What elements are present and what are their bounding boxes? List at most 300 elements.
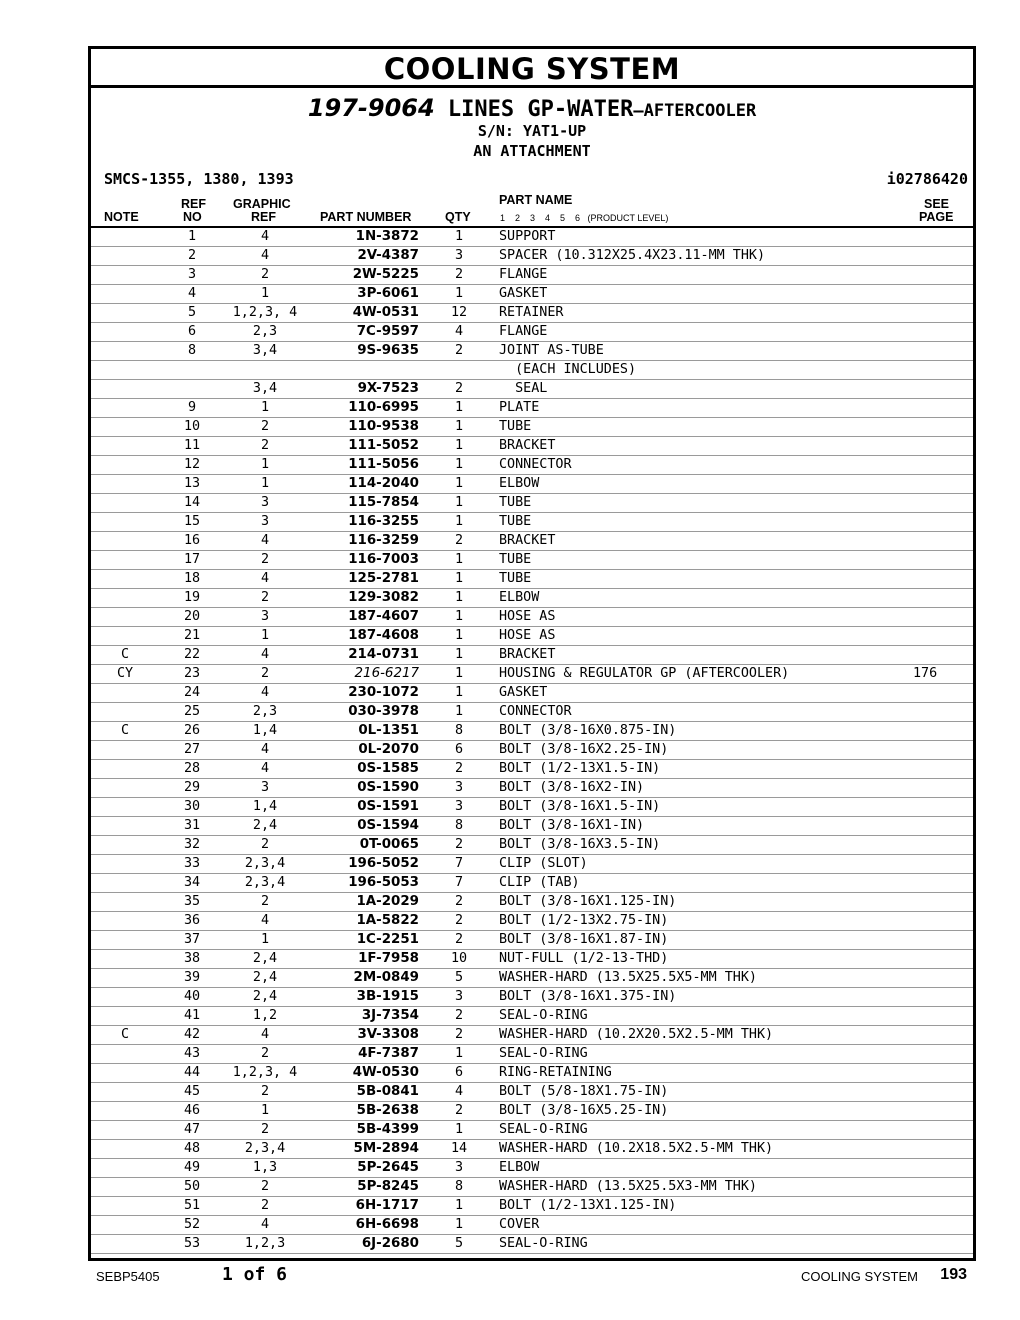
row-ref-no: 19 — [159, 589, 225, 608]
row-part-name: BRACKET — [499, 437, 913, 456]
row-qty: 2 — [419, 1026, 499, 1045]
row-part-name: GASKET — [499, 684, 913, 703]
row-see-page — [913, 304, 973, 323]
header-product-level: 1 2 3 4 5 6 (PRODUCT LEVEL) — [500, 213, 669, 223]
row-part-name: ELBOW — [499, 475, 913, 494]
row-ref-no: 9 — [159, 399, 225, 418]
row-graphic-ref: 3 — [225, 513, 305, 532]
row-qty: 3 — [419, 798, 499, 817]
row-part-name: BOLT (3/8-16X5.25-IN) — [499, 1102, 913, 1121]
row-see-page — [913, 703, 973, 722]
row-note — [91, 969, 159, 988]
row-part-name: COVER — [499, 1216, 913, 1235]
row-part-number: 110-6995 — [305, 399, 419, 418]
row-note — [91, 855, 159, 874]
row-qty: 1 — [419, 608, 499, 627]
table-row — [91, 1140, 973, 1159]
row-graphic-ref: 4 — [225, 532, 305, 551]
row-graphic-ref: 1 — [225, 1102, 305, 1121]
row-part-number: 116-7003 — [305, 551, 419, 570]
row-ref-no — [159, 361, 225, 380]
table-row — [91, 418, 973, 437]
row-note — [91, 323, 159, 342]
table-row — [91, 380, 973, 399]
row-part-name: SPACER (10.312X25.4X23.11-MM THK) — [499, 247, 913, 266]
row-graphic-ref: 3,4 — [225, 342, 305, 361]
row-part-number: 0S-1594 — [305, 817, 419, 836]
row-ref-no: 37 — [159, 931, 225, 950]
row-graphic-ref: 1,2,3, 4 — [225, 304, 305, 323]
row-note — [91, 741, 159, 760]
row-part-number: 3P-6061 — [305, 285, 419, 304]
row-see-page — [913, 969, 973, 988]
row-part-number: 125-2781 — [305, 570, 419, 589]
row-note: C — [91, 646, 159, 665]
row-graphic-ref: 1,3 — [225, 1159, 305, 1178]
row-part-number: 030-3978 — [305, 703, 419, 722]
row-part-name: BOLT (3/8-16X2-IN) — [499, 779, 913, 798]
row-note — [91, 836, 159, 855]
row-graphic-ref: 1,2,3, 4 — [225, 1064, 305, 1083]
table-row — [91, 608, 973, 627]
row-part-number: 5P-2645 — [305, 1159, 419, 1178]
row-part-number: 2W-5225 — [305, 266, 419, 285]
page-footer — [0, 1264, 1020, 1288]
row-see-page — [913, 646, 973, 665]
row-qty: 1 — [419, 1197, 499, 1216]
header-graphic-top: GRAPHIC — [233, 197, 291, 211]
row-see-page — [913, 760, 973, 779]
table-row — [91, 931, 973, 950]
row-ref-no: 25 — [159, 703, 225, 722]
header-part-name: PART NAME — [499, 193, 573, 207]
table-row — [91, 589, 973, 608]
row-graphic-ref: 1 — [225, 475, 305, 494]
row-graphic-ref: 2 — [225, 266, 305, 285]
row-ref-no: 24 — [159, 684, 225, 703]
row-note — [91, 247, 159, 266]
row-note — [91, 608, 159, 627]
row-part-name: WASHER-HARD (10.2X20.5X2.5-MM THK) — [499, 1026, 913, 1045]
table-row — [91, 969, 973, 988]
row-part-number: 187-4607 — [305, 608, 419, 627]
row-qty: 1 — [419, 551, 499, 570]
table-row — [91, 532, 973, 551]
table-row — [91, 1178, 973, 1197]
row-part-name: BOLT (1/2-13X1.5-IN) — [499, 760, 913, 779]
row-part-name: CONNECTOR — [499, 703, 913, 722]
row-see-page — [913, 418, 973, 437]
row-ref-no: 16 — [159, 532, 225, 551]
row-note — [91, 684, 159, 703]
row-note — [91, 1045, 159, 1064]
table-row — [91, 627, 973, 646]
row-note — [91, 950, 159, 969]
row-part-number: 0T-0065 — [305, 836, 419, 855]
row-note — [91, 570, 159, 589]
row-qty: 4 — [419, 1083, 499, 1102]
row-graphic-ref — [225, 361, 305, 380]
row-graphic-ref: 2 — [225, 1178, 305, 1197]
row-part-name: TUBE — [499, 418, 913, 437]
row-ref-no: 21 — [159, 627, 225, 646]
row-note: C — [91, 722, 159, 741]
row-qty: 14 — [419, 1140, 499, 1159]
row-ref-no: 26 — [159, 722, 225, 741]
row-see-page — [913, 247, 973, 266]
row-part-name: CLIP (SLOT) — [499, 855, 913, 874]
row-graphic-ref: 1 — [225, 931, 305, 950]
row-see-page — [913, 1026, 973, 1045]
row-part-number: 196-5053 — [305, 874, 419, 893]
row-graphic-ref: 4 — [225, 912, 305, 931]
row-note — [91, 380, 159, 399]
row-ref-no: 41 — [159, 1007, 225, 1026]
table-row — [91, 1235, 973, 1254]
row-part-name: (EACH INCLUDES) — [499, 361, 913, 380]
row-ref-no: 23 — [159, 665, 225, 684]
row-part-number: 2V-4387 — [305, 247, 419, 266]
row-graphic-ref: 4 — [225, 760, 305, 779]
table-row — [91, 1083, 973, 1102]
row-qty: 1 — [419, 437, 499, 456]
row-ref-no: 2 — [159, 247, 225, 266]
row-part-name: GASKET — [499, 285, 913, 304]
row-graphic-ref: 2,3 — [225, 703, 305, 722]
row-part-number: 2M-0849 — [305, 969, 419, 988]
row-part-number: 230-1072 — [305, 684, 419, 703]
row-ref-no: 48 — [159, 1140, 225, 1159]
row-part-name: BRACKET — [499, 646, 913, 665]
row-part-number: 5P-8245 — [305, 1178, 419, 1197]
table-row — [91, 836, 973, 855]
row-graphic-ref: 2 — [225, 1197, 305, 1216]
row-note — [91, 551, 159, 570]
table-row — [91, 665, 973, 684]
row-qty: 2 — [419, 266, 499, 285]
table-row — [91, 304, 973, 323]
row-graphic-ref: 4 — [225, 646, 305, 665]
row-part-name: BOLT (5/8-18X1.75-IN) — [499, 1083, 913, 1102]
table-row — [91, 475, 973, 494]
row-qty: 8 — [419, 722, 499, 741]
row-graphic-ref: 2 — [225, 437, 305, 456]
row-note — [91, 494, 159, 513]
row-ref-no: 34 — [159, 874, 225, 893]
row-see-page — [913, 1140, 973, 1159]
row-note — [91, 798, 159, 817]
footer-doc-id: SEBP5405 — [96, 1269, 160, 1284]
table-row — [91, 779, 973, 798]
row-see-page — [913, 323, 973, 342]
row-graphic-ref: 2 — [225, 665, 305, 684]
row-part-name: ELBOW — [499, 589, 913, 608]
row-part-name: FLANGE — [499, 266, 913, 285]
row-ref-no: 29 — [159, 779, 225, 798]
row-part-number: 1C-2251 — [305, 931, 419, 950]
row-part-name: NUT-FULL (1/2-13-THD) — [499, 950, 913, 969]
table-row — [91, 874, 973, 893]
row-graphic-ref: 2 — [225, 1045, 305, 1064]
row-ref-no — [159, 380, 225, 399]
row-qty: 5 — [419, 969, 499, 988]
group-subname: —AFTERCOOLER — [633, 101, 757, 121]
row-part-name: SEAL — [499, 380, 913, 399]
header-ref-bottom: NO — [183, 210, 202, 224]
table-row — [91, 1159, 973, 1178]
row-ref-no: 50 — [159, 1178, 225, 1197]
row-qty: 1 — [419, 684, 499, 703]
row-part-name: FLANGE — [499, 323, 913, 342]
table-row — [91, 760, 973, 779]
row-part-number: 6H-6698 — [305, 1216, 419, 1235]
row-qty: 1 — [419, 703, 499, 722]
row-part-number: 0L-2070 — [305, 741, 419, 760]
row-part-name: BOLT (3/8-16X1.5-IN) — [499, 798, 913, 817]
row-ref-no: 36 — [159, 912, 225, 931]
row-graphic-ref: 4 — [225, 570, 305, 589]
row-qty: 1 — [419, 494, 499, 513]
row-qty: 1 — [419, 418, 499, 437]
table-row — [91, 1026, 973, 1045]
group-number: 197-9064 — [307, 94, 435, 122]
row-part-number: 0S-1590 — [305, 779, 419, 798]
row-part-number: 4W-0531 — [305, 304, 419, 323]
row-ref-no: 46 — [159, 1102, 225, 1121]
row-ref-no: 12 — [159, 456, 225, 475]
row-note — [91, 342, 159, 361]
table-row — [91, 1216, 973, 1235]
row-ref-no: 27 — [159, 741, 225, 760]
table-row — [91, 722, 973, 741]
table-row — [91, 494, 973, 513]
row-ref-no: 18 — [159, 570, 225, 589]
row-qty: 3 — [419, 988, 499, 1007]
parts-table — [91, 228, 973, 1254]
row-note — [91, 1178, 159, 1197]
row-ref-no: 15 — [159, 513, 225, 532]
row-ref-no: 3 — [159, 266, 225, 285]
row-part-name: ELBOW — [499, 1159, 913, 1178]
row-ref-no: 30 — [159, 798, 225, 817]
row-part-number: 216-6217 — [305, 665, 419, 684]
row-see-page — [913, 874, 973, 893]
row-qty: 2 — [419, 532, 499, 551]
row-part-number: 1A-2029 — [305, 893, 419, 912]
row-note — [91, 1235, 159, 1254]
row-note — [91, 1197, 159, 1216]
row-see-page — [913, 855, 973, 874]
row-part-name: WASHER-HARD (10.2X18.5X2.5-MM THK) — [499, 1140, 913, 1159]
row-part-name: HOSE AS — [499, 627, 913, 646]
header-note: NOTE — [104, 210, 139, 224]
row-part-name: BOLT (3/8-16X1.375-IN) — [499, 988, 913, 1007]
row-ref-no: 32 — [159, 836, 225, 855]
row-see-page — [913, 1045, 973, 1064]
table-row — [91, 855, 973, 874]
row-part-name: SEAL-O-RING — [499, 1007, 913, 1026]
row-see-page — [913, 228, 973, 247]
row-qty: 1 — [419, 456, 499, 475]
row-part-number: 214-0731 — [305, 646, 419, 665]
row-graphic-ref: 2,3 — [225, 323, 305, 342]
row-qty: 6 — [419, 741, 499, 760]
row-qty: 1 — [419, 513, 499, 532]
row-part-name: SUPPORT — [499, 228, 913, 247]
row-graphic-ref: 1,2,3 — [225, 1235, 305, 1254]
row-see-page — [913, 399, 973, 418]
row-part-name: BRACKET — [499, 532, 913, 551]
table-row — [91, 1102, 973, 1121]
row-part-name: JOINT AS-TUBE — [499, 342, 913, 361]
row-qty: 1 — [419, 1216, 499, 1235]
row-graphic-ref: 3 — [225, 494, 305, 513]
table-row — [91, 1064, 973, 1083]
row-graphic-ref: 2,3,4 — [225, 1140, 305, 1159]
row-note — [91, 589, 159, 608]
row-see-page — [913, 266, 973, 285]
row-see-page — [913, 475, 973, 494]
row-qty: 4 — [419, 323, 499, 342]
group-name: LINES GP-WATER — [447, 97, 634, 122]
table-row — [91, 893, 973, 912]
row-see-page — [913, 589, 973, 608]
row-note — [91, 874, 159, 893]
table-row — [91, 1007, 973, 1026]
row-see-page — [913, 1197, 973, 1216]
row-part-number: 3J-7354 — [305, 1007, 419, 1026]
table-row — [91, 1121, 973, 1140]
row-part-number: 187-4608 — [305, 627, 419, 646]
row-ref-no: 13 — [159, 475, 225, 494]
header-part-number: PART NUMBER — [320, 210, 412, 224]
row-note — [91, 1140, 159, 1159]
row-qty: 8 — [419, 817, 499, 836]
parts-table-body — [91, 228, 973, 1254]
row-see-page — [913, 551, 973, 570]
row-graphic-ref: 3 — [225, 608, 305, 627]
footer-section: COOLING SYSTEM — [800, 1269, 918, 1284]
row-graphic-ref: 2 — [225, 836, 305, 855]
row-part-name: TUBE — [499, 551, 913, 570]
table-row — [91, 950, 973, 969]
row-qty: 3 — [419, 247, 499, 266]
row-note — [91, 361, 159, 380]
row-see-page — [913, 1083, 973, 1102]
row-part-name: BOLT (3/8-16X3.5-IN) — [499, 836, 913, 855]
table-row — [91, 247, 973, 266]
row-ref-no: 20 — [159, 608, 225, 627]
row-part-name: BOLT (1/2-13X2.75-IN) — [499, 912, 913, 931]
row-ref-no: 52 — [159, 1216, 225, 1235]
row-part-number: 110-9538 — [305, 418, 419, 437]
row-part-number: 4F-7387 — [305, 1045, 419, 1064]
row-ref-no: 53 — [159, 1235, 225, 1254]
row-see-page — [913, 779, 973, 798]
footer-page-of: 1 of 6 — [222, 1264, 288, 1285]
row-part-number: 9S-9635 — [305, 342, 419, 361]
row-graphic-ref: 4 — [225, 741, 305, 760]
row-part-name: CLIP (TAB) — [499, 874, 913, 893]
table-row — [91, 399, 973, 418]
row-note — [91, 779, 159, 798]
row-note — [91, 988, 159, 1007]
smcs-codes: SMCS-1355, 1380, 1393 — [104, 170, 294, 188]
row-see-page — [913, 684, 973, 703]
row-note — [91, 513, 159, 532]
table-row — [91, 798, 973, 817]
row-qty: 1 — [419, 399, 499, 418]
row-see-page — [913, 1121, 973, 1140]
row-note — [91, 475, 159, 494]
row-graphic-ref: 3 — [225, 779, 305, 798]
row-part-number: 111-5052 — [305, 437, 419, 456]
row-qty: 1 — [419, 665, 499, 684]
row-note — [91, 760, 159, 779]
table-row — [91, 266, 973, 285]
header-ref-top: REF — [181, 197, 206, 211]
row-qty: 1 — [419, 228, 499, 247]
serial-number: S/N: YAT1-UP — [477, 122, 587, 140]
table-row — [91, 437, 973, 456]
row-see-page — [913, 1159, 973, 1178]
table-row — [91, 342, 973, 361]
row-ref-no: 38 — [159, 950, 225, 969]
table-row — [91, 988, 973, 1007]
row-note: CY — [91, 665, 159, 684]
row-ref-no: 40 — [159, 988, 225, 1007]
row-part-number: 3B-1915 — [305, 988, 419, 1007]
table-row — [91, 817, 973, 836]
row-part-number: 6H-1717 — [305, 1197, 419, 1216]
row-part-name: TUBE — [499, 513, 913, 532]
row-qty: 1 — [419, 475, 499, 494]
row-see-page — [913, 950, 973, 969]
row-see-page — [913, 608, 973, 627]
row-ref-no: 47 — [159, 1121, 225, 1140]
row-part-number: 111-5056 — [305, 456, 419, 475]
row-see-page — [913, 437, 973, 456]
row-see-page — [913, 1007, 973, 1026]
row-ref-no: 31 — [159, 817, 225, 836]
row-see-page — [913, 342, 973, 361]
row-ref-no: 42 — [159, 1026, 225, 1045]
row-note — [91, 456, 159, 475]
row-see-page — [913, 1216, 973, 1235]
row-note: C — [91, 1026, 159, 1045]
table-row — [91, 912, 973, 931]
row-note — [91, 228, 159, 247]
row-part-name: BOLT (3/8-16X2.25-IN) — [499, 741, 913, 760]
row-see-page — [913, 285, 973, 304]
row-part-name: TUBE — [499, 494, 913, 513]
row-graphic-ref: 2 — [225, 1083, 305, 1102]
row-graphic-ref: 4 — [225, 247, 305, 266]
row-qty: 3 — [419, 1159, 499, 1178]
row-graphic-ref: 2,4 — [225, 969, 305, 988]
table-row — [91, 228, 973, 247]
row-see-page — [913, 1102, 973, 1121]
row-note — [91, 1102, 159, 1121]
row-qty: 2 — [419, 893, 499, 912]
row-part-number: 7C-9597 — [305, 323, 419, 342]
row-ref-no: 49 — [159, 1159, 225, 1178]
row-part-number — [305, 361, 419, 380]
row-qty: 7 — [419, 874, 499, 893]
table-row — [91, 703, 973, 722]
row-part-number: 1F-7958 — [305, 950, 419, 969]
row-graphic-ref: 2 — [225, 589, 305, 608]
